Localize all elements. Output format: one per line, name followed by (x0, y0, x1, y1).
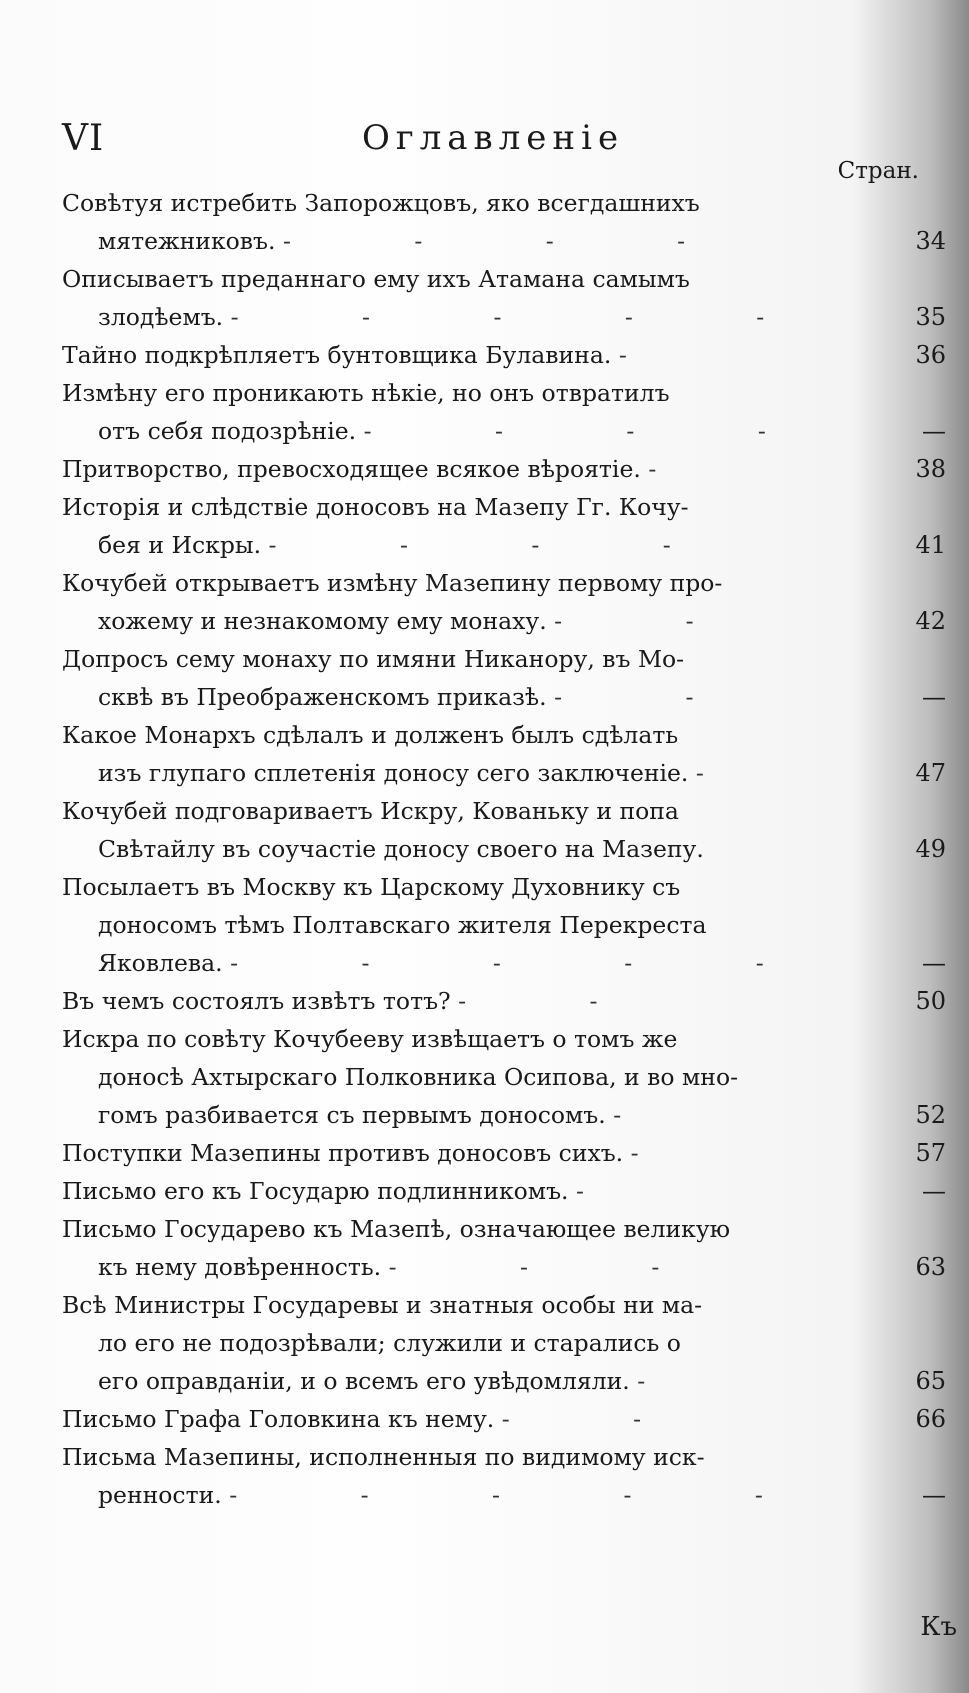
toc-entry-line-text: отъ себя подозрѣніе. (98, 417, 357, 445)
toc-entry-text (62, 1286, 877, 1400)
leader-dots: - (576, 1177, 642, 1205)
toc-entry (62, 1286, 946, 1400)
toc-entry-text (62, 716, 877, 792)
toc-entry-page: 41 (915, 531, 946, 559)
toc-entry-line: Допросъ сему монаху по имяни Никанору, въ Мо- (62, 645, 685, 673)
toc-entry-line (98, 944, 877, 982)
toc-entry-text (62, 868, 877, 982)
toc-entry-text (62, 1020, 877, 1134)
toc-entry-page: — (922, 1177, 946, 1205)
toc-entry-line-text: Яковлева. (98, 949, 223, 977)
toc-entry-line: Искра по совѣту Кочубееву извѣщаетъ о томъ же (62, 1025, 678, 1053)
page-title: Оглавленіе (362, 118, 625, 158)
leader-dots: - - - (388, 1253, 718, 1281)
leader-dots: - - - - (363, 417, 824, 445)
toc-entry-line-text: къ нему довѣренность. (98, 1253, 382, 1281)
toc-entry (62, 868, 946, 982)
leader-dots: - - - - - (230, 303, 823, 331)
toc-entry-line: Кочубей подговариваетъ Искру, Кованьку и попа (62, 797, 679, 825)
toc-entry-line (98, 754, 877, 792)
toc-entry-page: 57 (915, 1139, 946, 1167)
toc-entry-line (62, 450, 877, 488)
toc-entry-page: 36 (915, 341, 946, 369)
toc-entry-page: — (922, 949, 946, 977)
toc-entry-line: Совѣтуя истребить Запорожцовъ, яко всегдашнихъ (62, 189, 700, 217)
catchword: Къ (920, 1612, 957, 1642)
toc-entry-line: Кочубей открываетъ измѣну Мазепину первому про- (62, 569, 723, 597)
toc-entry-page: 47 (915, 759, 946, 787)
toc-entry-line-text: Письмо Графа Головкина къ нему. (62, 1405, 495, 1433)
toc-entry-text (62, 450, 877, 488)
toc-entry (62, 716, 946, 792)
toc-entry-line: Свѣтайлу въ соучастіе доносу своего на Мазепу. (98, 835, 704, 863)
toc-entry (62, 488, 946, 564)
toc-entry (62, 260, 946, 336)
toc-entry-text (62, 488, 877, 564)
toc-entry-line-text: гомъ разбивается съ первымъ доносомъ. (98, 1101, 606, 1129)
toc-entry-line-text: мятежниковъ. (98, 227, 276, 255)
toc-entry (62, 982, 946, 1020)
toc-entry-line (62, 336, 877, 374)
toc-entry (62, 640, 946, 716)
toc-entry-text (62, 374, 877, 450)
toc-entry (62, 1134, 946, 1172)
toc-entry-line (62, 982, 877, 1020)
toc-entry-line: доносѣ Ахтырскаго Полковника Осипова, и во мно- (98, 1063, 739, 1091)
leader-dots: - - (554, 607, 752, 635)
toc-entry-line-text: бея и Искры. (98, 531, 262, 559)
toc-entry-line: ло его не подозрѣвали; служили и старались о (98, 1329, 681, 1357)
toc-entry-line (98, 1096, 877, 1134)
toc-entry (62, 1438, 946, 1514)
toc-entry-line: доносомъ тѣмъ Полтавскаго жителя Перекреста (98, 911, 707, 939)
leader-dots: - - - - - (230, 949, 822, 977)
toc-entry-page: 66 (915, 1405, 946, 1433)
table-of-contents (62, 184, 946, 1514)
toc-entry-line-text: его оправданіи, и о всемъ его увѣдомляли. (98, 1367, 630, 1395)
toc-entry-text (62, 1172, 877, 1210)
toc-entry-text (62, 792, 877, 868)
toc-entry-text (62, 336, 877, 374)
leader-dots: - (618, 341, 685, 369)
leader-dots: - - - - - (229, 1481, 821, 1509)
toc-entry-text (62, 1134, 877, 1172)
toc-entry-line (98, 602, 877, 640)
toc-entry-line: Посылаетъ въ Москву къ Царскому Духовнику съ (62, 873, 681, 901)
toc-entry-line-text: изъ глупаго сплетенія доносу сего заключеніе. (98, 759, 689, 787)
toc-entry (62, 450, 946, 488)
toc-entry-page: 65 (915, 1367, 946, 1395)
toc-entry-text (62, 1438, 877, 1514)
toc-entry-text (62, 640, 877, 716)
toc-entry-line (98, 1248, 877, 1286)
leader-dots: - - (554, 683, 752, 711)
toc-entry-page: 34 (915, 227, 946, 255)
toc-entry-line-text: Притворство, превосходящее всякое вѣроятіе. (62, 455, 641, 483)
toc-entry-page: 42 (915, 607, 946, 635)
toc-entry-line (98, 1362, 877, 1400)
leader-dots: - (613, 1101, 680, 1129)
leader-dots: - - - - (282, 227, 744, 255)
toc-entry (62, 374, 946, 450)
toc-entry-line-text: хожему и незнакомому ему монаху. (98, 607, 547, 635)
toc-entry-line-text: Письмо его къ Государю подлинникомъ. (62, 1177, 569, 1205)
toc-entry-text (62, 982, 877, 1020)
toc-entry-line (98, 298, 877, 336)
toc-entry (62, 1210, 946, 1286)
toc-entry-line: Письма Мазепины, исполненныя по видимому иск- (62, 1443, 705, 1471)
toc-entry-page: 35 (915, 303, 946, 331)
toc-entry-text (62, 260, 877, 336)
toc-entry (62, 1400, 946, 1438)
toc-entry-page: 52 (915, 1101, 946, 1129)
toc-entry-line-text: Тайно подкрѣпляетъ бунтовщика Булавина. (62, 341, 612, 369)
page-column-label: Стран. (837, 158, 919, 184)
leader-dots: - (630, 1139, 697, 1167)
toc-entry-line (98, 1476, 877, 1514)
toc-entry-line-text: Въ чемъ состоялъ извѣтъ тотъ? (62, 987, 451, 1015)
toc-entry-line: Описываетъ преданнаго ему ихъ Атамана самымъ (62, 265, 690, 293)
toc-entry-line: Письмо Государево къ Мазепѣ, означающее великую (62, 1215, 731, 1243)
toc-entry-line-text: сквѣ въ Преображенскомъ приказѣ. (98, 683, 547, 711)
toc-entry-page: 38 (915, 455, 946, 483)
toc-entry-text (62, 184, 877, 260)
toc-entry (62, 792, 946, 868)
toc-entry-line (98, 412, 877, 450)
toc-entry-line-text: ренности. (98, 1481, 222, 1509)
toc-entry (62, 1020, 946, 1134)
leader-dots: - - (458, 987, 656, 1015)
leader-dots: - - (501, 1405, 700, 1433)
toc-entry-page: 63 (915, 1253, 946, 1281)
toc-entry-line: Измѣну его проникають нѣкіе, но онъ отвратилъ (62, 379, 670, 407)
leader-dots: - - - - (268, 531, 729, 559)
toc-entry-text (62, 564, 877, 640)
toc-entry (62, 336, 946, 374)
toc-entry-line (62, 1134, 877, 1172)
toc-entry-line (98, 222, 877, 260)
toc-entry (62, 1172, 946, 1210)
toc-entry-page: 49 (915, 835, 946, 863)
toc-entry-line-text: злодѣемъ. (98, 303, 224, 331)
page-number: VI (62, 118, 105, 159)
toc-entry-page: — (922, 417, 946, 445)
leader-dots: - (695, 759, 762, 787)
leader-dots: - (648, 455, 715, 483)
toc-entry-line: Исторія и слѣдствіе доносовъ на Мазепу Гг. Кочу- (62, 493, 689, 521)
leader-dots: - (637, 1367, 704, 1395)
toc-entry-page: 50 (915, 987, 946, 1015)
toc-entry (62, 184, 946, 260)
toc-entry-line: Какое Монархъ сдѣлалъ и долженъ былъ сдѣлать (62, 721, 679, 749)
toc-entry-line (62, 1172, 877, 1210)
toc-entry-line (98, 678, 877, 716)
toc-entry-page: — (922, 683, 946, 711)
toc-entry (62, 564, 946, 640)
toc-entry-text (62, 1400, 877, 1438)
toc-entry-line-text: Поступки Мазепины противъ доносовъ сихъ. (62, 1139, 624, 1167)
toc-entry-text (62, 1210, 877, 1286)
toc-entry-line (62, 1400, 877, 1438)
toc-entry-line: Всѣ Министры Государевы и знатныя особы ни ма- (62, 1291, 703, 1319)
page-header (62, 118, 902, 168)
toc-entry-page: — (922, 1481, 946, 1509)
toc-entry-line (98, 526, 877, 564)
